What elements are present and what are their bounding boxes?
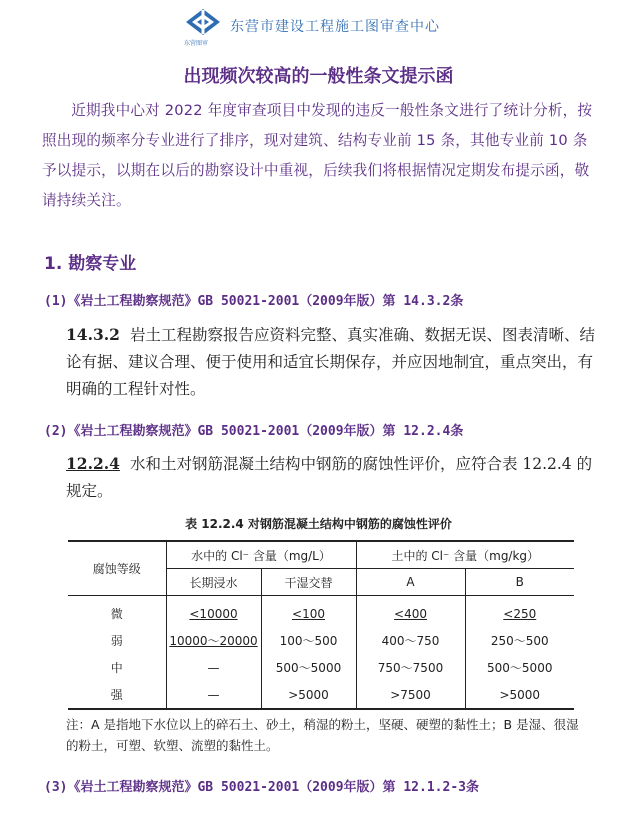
cell-b: >5000 <box>465 681 574 709</box>
cell-long: — <box>166 681 261 709</box>
cell-alt: <100 <box>261 596 356 628</box>
clause-body: 水和土对钢筋混凝土结构中钢筋的腐蚀性评价，应符合表 12.2.4 的规定。 <box>66 455 593 500</box>
cell-b: 250～500 <box>465 627 574 654</box>
clause-text <box>66 321 596 403</box>
table-caption: 表 12.2.4 对钢筋混凝土结构中钢筋的腐蚀性评价 <box>185 517 452 531</box>
corrosion-table <box>68 540 574 710</box>
header-wet-dry: 干湿交替 <box>261 569 356 596</box>
section-heading: 1. 勘察专业 <box>44 254 137 274</box>
logo-icon <box>184 8 222 47</box>
clause-number: 12.2.4 <box>66 454 120 473</box>
table-row <box>68 627 574 654</box>
clause-number: 14.3.2 <box>66 325 120 344</box>
clause-reference: (3)《岩土工程勘察规范》GB 50021-2001（2009年版）第 12.1.2-3条 <box>44 780 479 795</box>
cell-a: 400～750 <box>356 627 465 654</box>
clause-body: 岩土工程勘察报告应资料完整、真实准确、数据无误、图表清晰、结论有据、建议合理、便于使用和适宜长期保存，并应因地制宜，重点突出，有明确的工程针对性。 <box>66 326 595 398</box>
cell-alt: 100～500 <box>261 627 356 654</box>
cell-long: 10000～20000 <box>166 627 261 654</box>
cell-grade: 强 <box>68 681 166 709</box>
cell-a: >7500 <box>356 681 465 709</box>
cell-alt: >5000 <box>261 681 356 709</box>
cell-a: 750～7500 <box>356 654 465 681</box>
cell-a: <400 <box>356 596 465 628</box>
table-header-row <box>68 541 574 569</box>
header-grade: 腐蚀等级 <box>68 541 166 596</box>
document-title: 出现频次较高的一般性条文提示函 <box>183 66 454 87</box>
cell-grade: 弱 <box>110 634 123 648</box>
header-soil-a: A <box>356 569 465 596</box>
cell-b: <250 <box>465 596 574 628</box>
cell-long: — <box>166 654 261 681</box>
cell-grade: 中 <box>110 661 123 675</box>
cell-long: <10000 <box>166 596 261 628</box>
intro-paragraph: 近期我中心对 2022 年度审查项目中发现的违反一般性条文进行了统计分析，按照出现的频率分专业进行了排序，现对建筑、结构专业前 15 条，其他专业前 10 条予以提示，以期在以后的勘察设计中重视，后续我们将根据情况定期发布提示函，敬请持续关注。 <box>42 102 593 209</box>
table-row <box>68 654 574 681</box>
clause-reference: (1)《岩土工程勘察规范》GB 50021-2001（2009年版）第 14.3.2条 <box>44 294 464 309</box>
organization-name: 东营市建设工程施工图审查中心 <box>230 19 440 35</box>
cell-alt: 500～5000 <box>261 654 356 681</box>
logo-caption: 东营图审 <box>184 40 209 47</box>
table-note: 注：A 是指地下水位以上的碎石土、砂土，稍湿的粉土，坚硬、硬塑的黏性土；B 是湿、很湿的粉土，可塑、软塑、流塑的黏性土。 <box>66 717 579 753</box>
header-water: 水中的 Cl⁻ 含量（mg/L） <box>166 541 356 569</box>
cell-grade: 微 <box>110 607 123 621</box>
clause-reference: (2)《岩土工程勘察规范》GB 50021-2001（2009年版）第 12.2.4条 <box>44 424 464 439</box>
header-soil-b: B <box>465 569 574 596</box>
table-row <box>68 596 574 628</box>
document-header <box>184 8 440 47</box>
clause-text <box>66 450 596 505</box>
header-soil: 土中的 Cl⁻ 含量（mg/kg） <box>356 541 574 569</box>
table-row <box>68 681 574 709</box>
header-long-immersion: 长期浸水 <box>166 569 261 596</box>
cell-b: 500～5000 <box>465 654 574 681</box>
